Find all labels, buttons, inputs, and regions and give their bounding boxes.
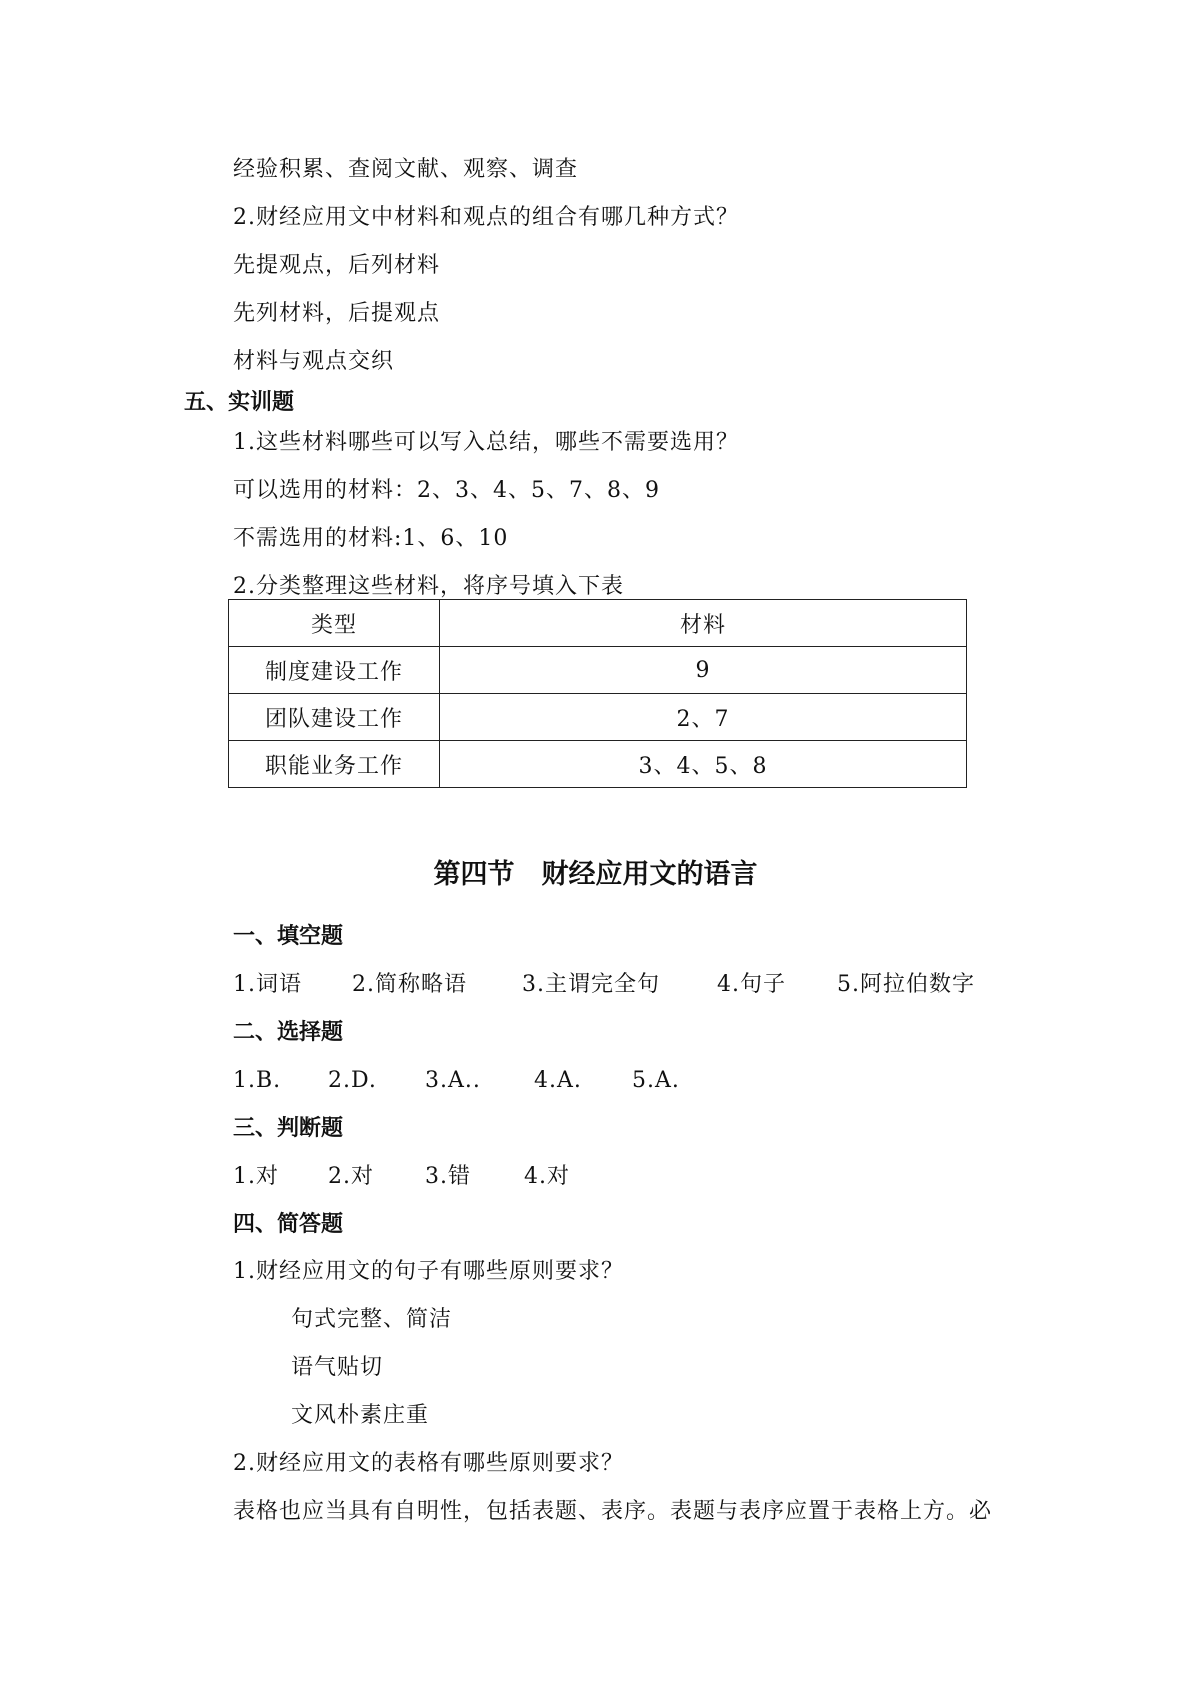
answer-item: 2.对	[328, 1164, 374, 1189]
text-line: 材料与观点交织	[233, 349, 395, 374]
table-header-row	[229, 600, 967, 647]
table-row	[229, 741, 967, 788]
question-line: 2.财经应用文的表格有哪些原则要求？	[233, 1451, 624, 1476]
question-line: 1.这些材料哪些可以写入总结，哪些不需要选用？	[233, 430, 739, 455]
text-line: 可以选用的材料：2、3、4、5、7、8、9	[233, 478, 660, 503]
question-line: 1.财经应用文的句子有哪些原则要求？	[233, 1259, 624, 1284]
text-line: 先列材料，后提观点	[233, 301, 441, 326]
materials-table	[228, 599, 967, 788]
answer-item: 1.B.	[233, 1068, 282, 1093]
answer-item: 2.简称略语	[352, 972, 467, 997]
text-line: 经验积累、查阅文献、观察、调查	[233, 157, 579, 182]
table-cell: 团队建设工作	[229, 694, 440, 741]
table-row	[229, 694, 967, 741]
answer-item: 4.A.	[534, 1068, 582, 1093]
answer-point: 句式完整、简洁	[291, 1307, 453, 1332]
table-cell: 9	[440, 647, 967, 694]
answer-item: 1.词语	[233, 972, 302, 997]
answer-item: 5.阿拉伯数字	[837, 972, 975, 997]
table-row	[229, 647, 967, 694]
table-cell: 制度建设工作	[229, 647, 440, 694]
text-line: 不需选用的材料:1、6、10	[233, 526, 509, 551]
answer-item: 3.A..	[425, 1068, 481, 1093]
answer-point: 语气贴切	[291, 1355, 384, 1380]
table-cell: 职能业务工作	[229, 741, 440, 788]
text-line: 先提观点，后列材料	[233, 253, 441, 278]
table-header-cell: 材料	[440, 600, 967, 647]
answer-item: 4.对	[524, 1164, 570, 1189]
answer-item: 2.D.	[328, 1068, 377, 1093]
answer-point: 文风朴素庄重	[291, 1403, 430, 1428]
table-cell: 2、7	[440, 694, 967, 741]
answer-item: 1.对	[233, 1164, 279, 1189]
question-line: 2.分类整理这些材料，将序号填入下表	[233, 574, 624, 599]
answer-item: 3.主谓完全句	[522, 972, 660, 997]
text-line: 表格也应当具有自明性，包括表题、表序。表题与表序应置于表格上方。必	[233, 1499, 993, 1524]
answer-item: 4.句子	[717, 972, 786, 997]
table-cell: 3、4、5、8	[440, 741, 967, 788]
training-heading: 五、实训题	[184, 390, 295, 415]
answer-item: 5.A.	[632, 1068, 680, 1093]
judge-heading: 三、判断题	[233, 1116, 344, 1141]
table-header-cell: 类型	[229, 600, 440, 647]
answer-item: 3.错	[425, 1164, 471, 1189]
section-title: 第四节 财经应用文的语言	[433, 859, 758, 890]
choice-heading: 二、选择题	[233, 1020, 344, 1045]
question-line: 2.财经应用文中材料和观点的组合有哪几种方式？	[233, 205, 739, 230]
short-answer-heading: 四、简答题	[233, 1212, 344, 1237]
fill-blank-heading: 一、填空题	[233, 924, 344, 949]
